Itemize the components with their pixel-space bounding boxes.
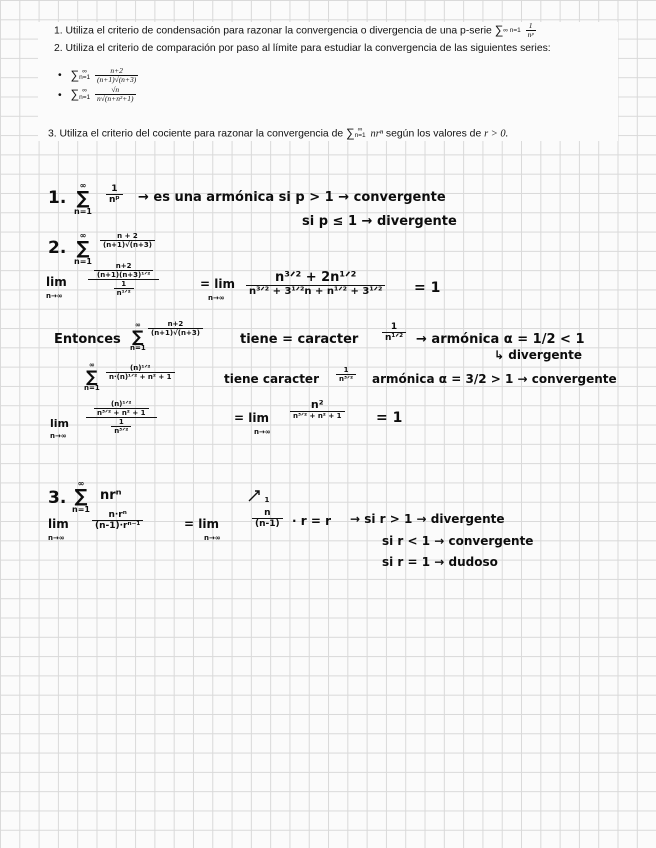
- limit-6: = lim n→∞: [184, 517, 221, 542]
- case-divergente: → si r > 1 → divergente: [350, 512, 505, 526]
- sigma-symbol: ∑: [494, 23, 504, 38]
- limit-6-fraction: $\frac{n}{(n-1)}$: [252, 508, 283, 529]
- divergente-conclusion: ↳ divergente: [494, 348, 582, 362]
- fraction: $\frac{1}{\text{nᵖ}}$: [527, 21, 534, 40]
- limit-4-result: = 1: [376, 410, 403, 426]
- caracter-fraction: 1 n¹ᐟ²: [382, 322, 406, 343]
- exercise-3: 3. Utiliza el criterio del cociente para razonar la convergencia de ∑ ∞ n=1 nrⁿ según los valores de r > 0.: [48, 125, 509, 140]
- limit-5-fraction: $\frac{\text{n·rⁿ}}{\text{(n-1)·rⁿ⁻¹}}$: [92, 510, 143, 531]
- sigma-symbol: ∞ ∑ n=1: [74, 181, 92, 216]
- limit-1: lim n→∞: [46, 275, 67, 300]
- sigma-symbol: ∞ ∑ n=1: [72, 479, 90, 514]
- series-list: [58, 67, 618, 104]
- limit-2-fraction: n³ᐟ² + 2n¹ᐟ² n³ᐟ² + 3¹ᐟ²n + n¹ᐟ² + 3¹ᐟ²: [246, 270, 385, 297]
- limit-4-fraction: n² n³ᐟ² + n² + 1: [290, 398, 345, 420]
- case-dudoso: si r = 1 → dudoso: [382, 555, 498, 569]
- series-b-conclusion: armónica α = 3/2 > 1 → convergente: [372, 372, 617, 386]
- series-b-handwritten: (n)¹ᐟ² n·(n)¹ᐟ² + n² + 1: [106, 364, 175, 381]
- limit-3: lim n→∞: [50, 417, 70, 440]
- series-b-tiene: tiene caracter: [224, 372, 319, 386]
- armonica-conclusion: → armónica α = 1/2 < 1: [416, 332, 585, 347]
- limit-6-result: · r = r: [292, 514, 331, 528]
- series-b: • ∑ ∞ n=1 $\frac{√n}{\text{n√(n+n²+1)}}$: [58, 86, 618, 104]
- entonces-series: $\frac{n+2}{(n+1)√(n+3)}$: [148, 320, 203, 337]
- sigma-symbol: ∞ ∑ n=1: [74, 231, 92, 266]
- limit-3-fraction: (n)¹ᐟ² n³ᐟ² + n² + 1 1 n³ᐟ²: [86, 400, 157, 435]
- solution-1-fraction: $\frac{1}{\text{nᵖ}}$: [106, 184, 123, 205]
- sigma-symbol: ∞ ∑ n=1: [130, 321, 146, 352]
- series-a: • ∑ ∞ n=1 $\frac{n+2}{(n+1)√(n+3)}$: [58, 67, 618, 85]
- exercise-statements: [38, 22, 618, 141]
- entonces-label: Entonces: [54, 332, 121, 347]
- solution-2-series: $\frac{n + 2}{(n+1)√(n+3)}$: [100, 232, 155, 249]
- solution-3-term: nrⁿ: [100, 488, 122, 503]
- arrow-to-one: 1: [248, 488, 269, 504]
- solution-2-number: 2.: [48, 238, 67, 258]
- solution-1-line-2: si p ≤ 1 → divergente: [302, 214, 457, 229]
- limit-2: = lim n→∞: [200, 277, 235, 302]
- sigma-symbol: ∞ ∑ n=1: [84, 361, 100, 392]
- solution-1-line-1: → es una armónica si p > 1 → convergente: [138, 190, 446, 205]
- limit-4: = lim n→∞: [234, 411, 271, 436]
- arrow-icon: [248, 488, 262, 502]
- exercise-1: 1. Utiliza el criterio de condensación para razonar la convergencia o divergencia de una p-serie ∑∞ n=1 $\frac{1}{\text{nᵖ}}$: [54, 21, 534, 40]
- series-b-caracter-fraction: 1 n³ᐟ²: [336, 366, 356, 383]
- limit-5: lim n→∞: [48, 517, 69, 542]
- case-convergente: si r < 1 → convergente: [382, 534, 534, 548]
- limit-1-fraction: n+2 (n+1)(n+3)¹ᐟ² 1 n¹ᐟ²: [88, 262, 159, 297]
- limit-result: = 1: [414, 280, 441, 296]
- exercise-2: 2. Utiliza el criterio de comparación por paso al límite para estudiar la convergencia de las siguientes series:: [54, 42, 551, 54]
- solution-3-number: 3.: [48, 488, 67, 508]
- tiene-caracter: tiene = caracter: [240, 332, 359, 347]
- solution-1-number: 1.: [48, 188, 67, 208]
